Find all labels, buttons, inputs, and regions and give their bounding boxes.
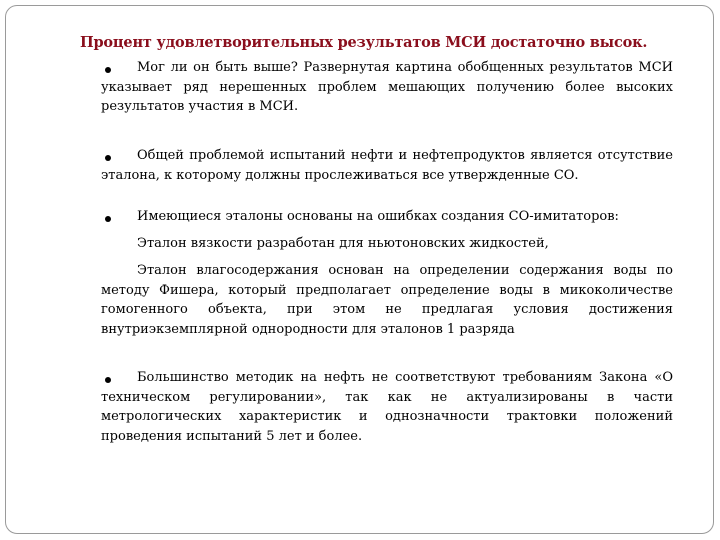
- bullet-text-1: Мог ли он быть выше? Развернутая картина обобщенных результатов МСИ указывает ряд нерешенных проблем мешающих получению более высоких результатов участия в МСИ.: [101, 60, 673, 114]
- bullet-text-2: Общей проблемой испытаний нефти и нефтепродуктов является отсутствие эталона, к которому должны прослеживаться все утвержденные СО.: [101, 148, 673, 183]
- bullet-text-4: Большинство методик на нефть не соответствуют требованиям Закона «О техническом регулировании», так как не актуализированы в части метрологических характеристик и однозначности трактовки положений проведения испытаний 5 лет и более.: [101, 370, 673, 444]
- sub-paragraph-moisture: Эталон влагосодержания основан на определении содержания воды по методу Фишера, который предполагает определение воды в микоколичестве гомогенного объекта, при этом не предлагая условия достижения внутриэкземплярной однородности для эталонов 1 разряда: [101, 263, 673, 337]
- slide-title: Процент удовлетворительных результатов МСИ достаточно высок.: [80, 34, 648, 51]
- bullet-text-3: Имеющиеся эталоны основаны на ошибках создания СО-имитаторов:: [137, 209, 619, 224]
- sub-paragraph-viscosity: Эталон вязкости разработан для ньютоновских жидкостей,: [137, 236, 549, 251]
